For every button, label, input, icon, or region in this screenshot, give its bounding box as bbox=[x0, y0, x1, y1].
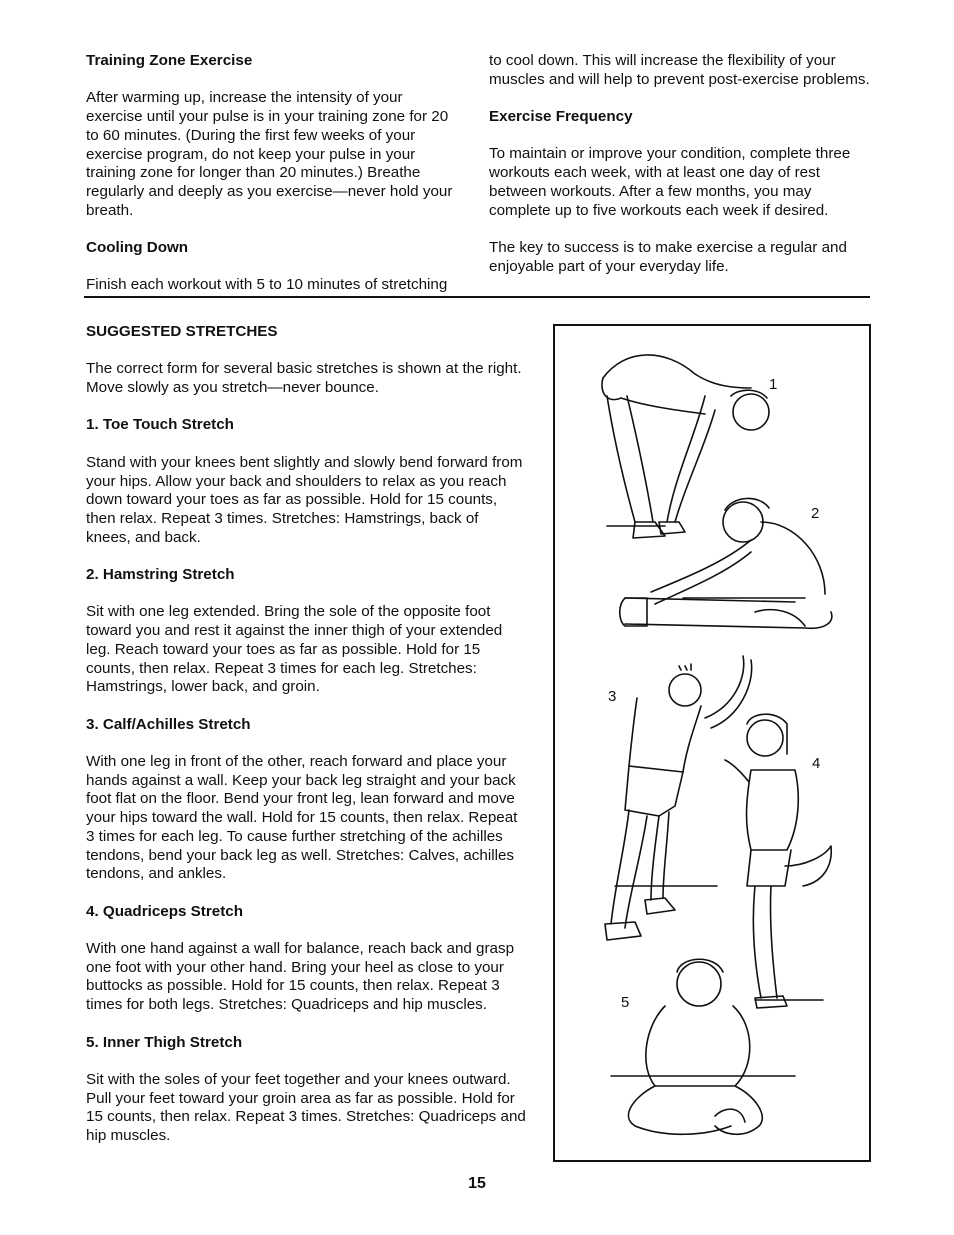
stretch-2-heading: 2. Hamstring Stretch bbox=[86, 566, 235, 584]
top-right-column bbox=[489, 52, 875, 276]
exercise-frequency-heading: Exercise Frequency bbox=[489, 108, 633, 126]
stretch-3-body: With one leg in front of the other, reach forward and place your hands against a wall. Keep your back leg straight and your back foot flat on the floor. Bend your front leg, lean forward and move your hips toward the wall. Hold for 15 counts, then relax. Repeat 3 times for each leg. To cause further stretching of the achilles tendons, bend your back leg as well. Stretches: Calves, achilles tendons, and ankles. bbox=[86, 753, 518, 883]
figure-label-2: 2 bbox=[811, 505, 820, 522]
inner-thigh-stretch-figure bbox=[611, 959, 795, 1134]
stretch-1-heading: 1. Toe Touch Stretch bbox=[86, 416, 234, 434]
stretch-2-body: Sit with one leg extended. Bring the sole of the opposite foot toward you and rest it against the inner thigh of your extended leg. Reach toward your toes as far as possible. Hold for 15 counts, then relax. Repeat 3 times for each leg. Stretches: Hamstrings, lower back, and groin. bbox=[86, 603, 503, 696]
training-zone-heading: Training Zone Exercise bbox=[86, 52, 253, 69]
top-left-column bbox=[86, 52, 462, 295]
section-divider bbox=[84, 296, 870, 298]
exercise-frequency-body-2: The key to success is to make exercise a regular and enjoyable part of your everyday life. bbox=[489, 238, 847, 275]
stretch-4-heading: 4. Quadriceps Stretch bbox=[86, 902, 243, 920]
stretch-5-body: Sit with the soles of your feet together and your knees outward. Pull your feet toward your groin area as far as possible. Hold for 15 counts, then relax. Repeat 3 times. Stretches: Quadriceps and hip muscles. bbox=[86, 1070, 526, 1145]
exercise-frequency-body-1: To maintain or improve your condition, complete three workouts each week, with at least one day of rest between workouts. After a few months, you may complete up to five workouts each week if desired. bbox=[489, 145, 851, 219]
figure-label-1: 1 bbox=[769, 376, 778, 393]
stretch-3-heading: 3. Calf/Achilles Stretch bbox=[86, 715, 251, 733]
cooling-down-body-part1: Finish each workout with 5 to 10 minutes of stretching bbox=[86, 276, 448, 294]
stretch-4-body: With one hand against a wall for balance, reach back and grasp one foot with your other hand. Bring your heel as close to your buttocks as possible. Hold for 15 counts, then relax. Repeat 3 times for both legs. Stretches: Quadriceps and hip muscles. bbox=[86, 940, 515, 1014]
figure-label-5: 5 bbox=[621, 994, 630, 1011]
stretches-column bbox=[86, 323, 526, 1146]
stretch-1-body: Stand with your knees bent slightly and slowly bend forward from your hips. Allow your back and shoulders to relax as you reach down toward your toes as far as possible. Hold for 15 counts, then relax. Repeat 3 times. Stretches: Hamstrings, back of knees, and back. bbox=[86, 453, 523, 546]
suggested-stretches-intro: The correct form for several basic stretches is shown at the right. Move slowly as you stretch—never bounce. bbox=[86, 360, 522, 397]
page-number: 15 bbox=[468, 1175, 486, 1192]
stretch-5-heading: 5. Inner Thigh Stretch bbox=[86, 1033, 243, 1051]
suggested-stretches-heading: SUGGESTED STRETCHES bbox=[86, 323, 278, 340]
training-zone-body: After warming up, increase the intensity of your exercise until your pulse is in your training zone for 20 to 60 minutes. (During the first few weeks of your exercise program, do not keep your pulse in your training zone for longer than 20 minutes.) Breathe regularly and deeply as you exercise—never hold your breath. bbox=[86, 89, 453, 219]
toe-touch-figure bbox=[602, 355, 769, 538]
calf-stretch-figure bbox=[605, 656, 752, 940]
cooling-down-body-part2: to cool down. This will increase the flexibility of your muscles and will help to prevent post-exercise problems. bbox=[489, 52, 870, 88]
stretch-illustrations bbox=[555, 326, 869, 1160]
figure-label-4: 4 bbox=[812, 755, 821, 772]
stretch-illustration-box bbox=[553, 324, 871, 1162]
figure-label-3: 3 bbox=[608, 688, 617, 705]
cooling-down-heading: Cooling Down bbox=[86, 239, 189, 256]
